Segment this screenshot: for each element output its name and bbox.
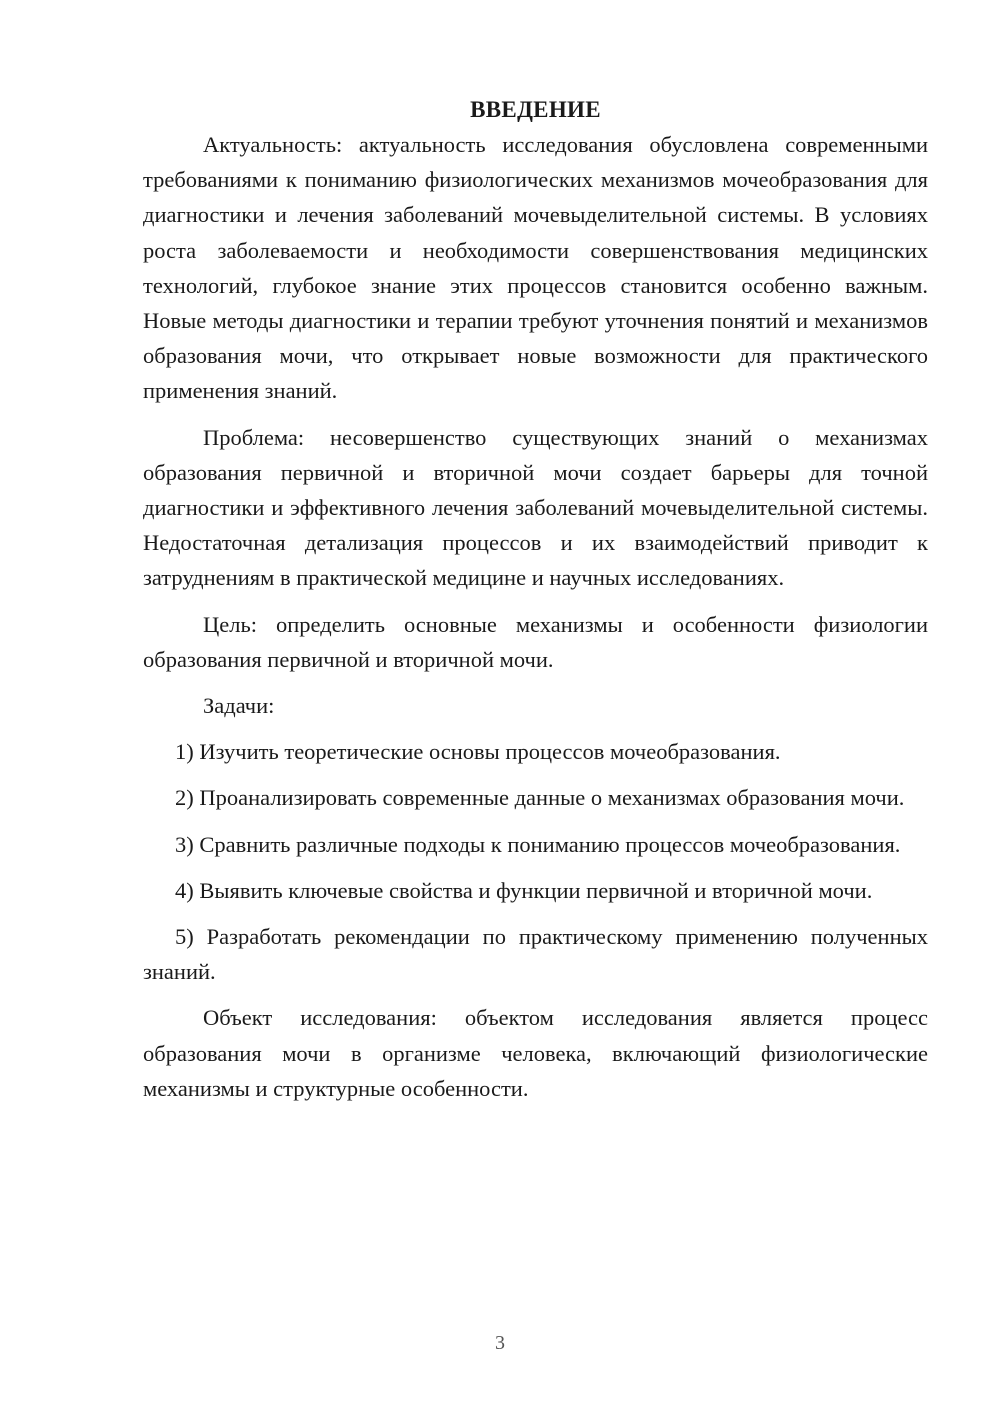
document-page [143, 92, 928, 1106]
paragraph-goal: Цель: определить основные механизмы и особенности физиологии образования первичной и вторичной мочи. [143, 611, 928, 672]
task-item-5: 5) Разработать рекомендации по практическому применению полученных знаний. [143, 924, 928, 985]
paragraph-relevance: Актуальность: актуальность исследования обусловлена современными требованиями к пониманию физиологических механизмов мочеобразования для диагностики и лечения заболеваний мочевыделительной системы. В условиях роста заболеваемости и необходимости совершенствования медицинских технологий, глубокое знание этих процессов становится особенно важным. Новые методы диагностики и терапии требуют уточнения понятий и механизмов образования мочи, что открывает новые возможности для практического применения знаний. [143, 132, 928, 404]
tasks-label: Задачи: [203, 693, 275, 719]
page-number: 3 [495, 1332, 505, 1354]
paragraph-object: Объект исследования: объектом исследования является процесс образования мочи в организме человека, включающий физиологические механизмы и структурные особенности. [143, 1005, 928, 1101]
page-title: ВВЕДЕНИЕ [470, 97, 601, 122]
paragraph-problem: Проблема: несовершенство существующих знаний о механизмах образования первичной и вторичной мочи создает барьеры для точной диагностики и эффективного лечения заболеваний мочевыделительной системы. Недостаточная детализация процессов и их взаимодействий приводит к затруднениям в практической медицине и научных исследованиях. [143, 424, 928, 591]
task-item-2: 2) Проанализировать современные данные о механизмах образования мочи. [175, 785, 905, 811]
task-item-3: 3) Сравнить различные подходы к пониманию процессов мочеобразования. [175, 831, 901, 857]
task-item-4: 4) Выявить ключевые свойства и функции первичной и вторичной мочи. [175, 877, 873, 903]
task-item-1: 1) Изучить теоретические основы процессов мочеобразования. [175, 739, 781, 765]
